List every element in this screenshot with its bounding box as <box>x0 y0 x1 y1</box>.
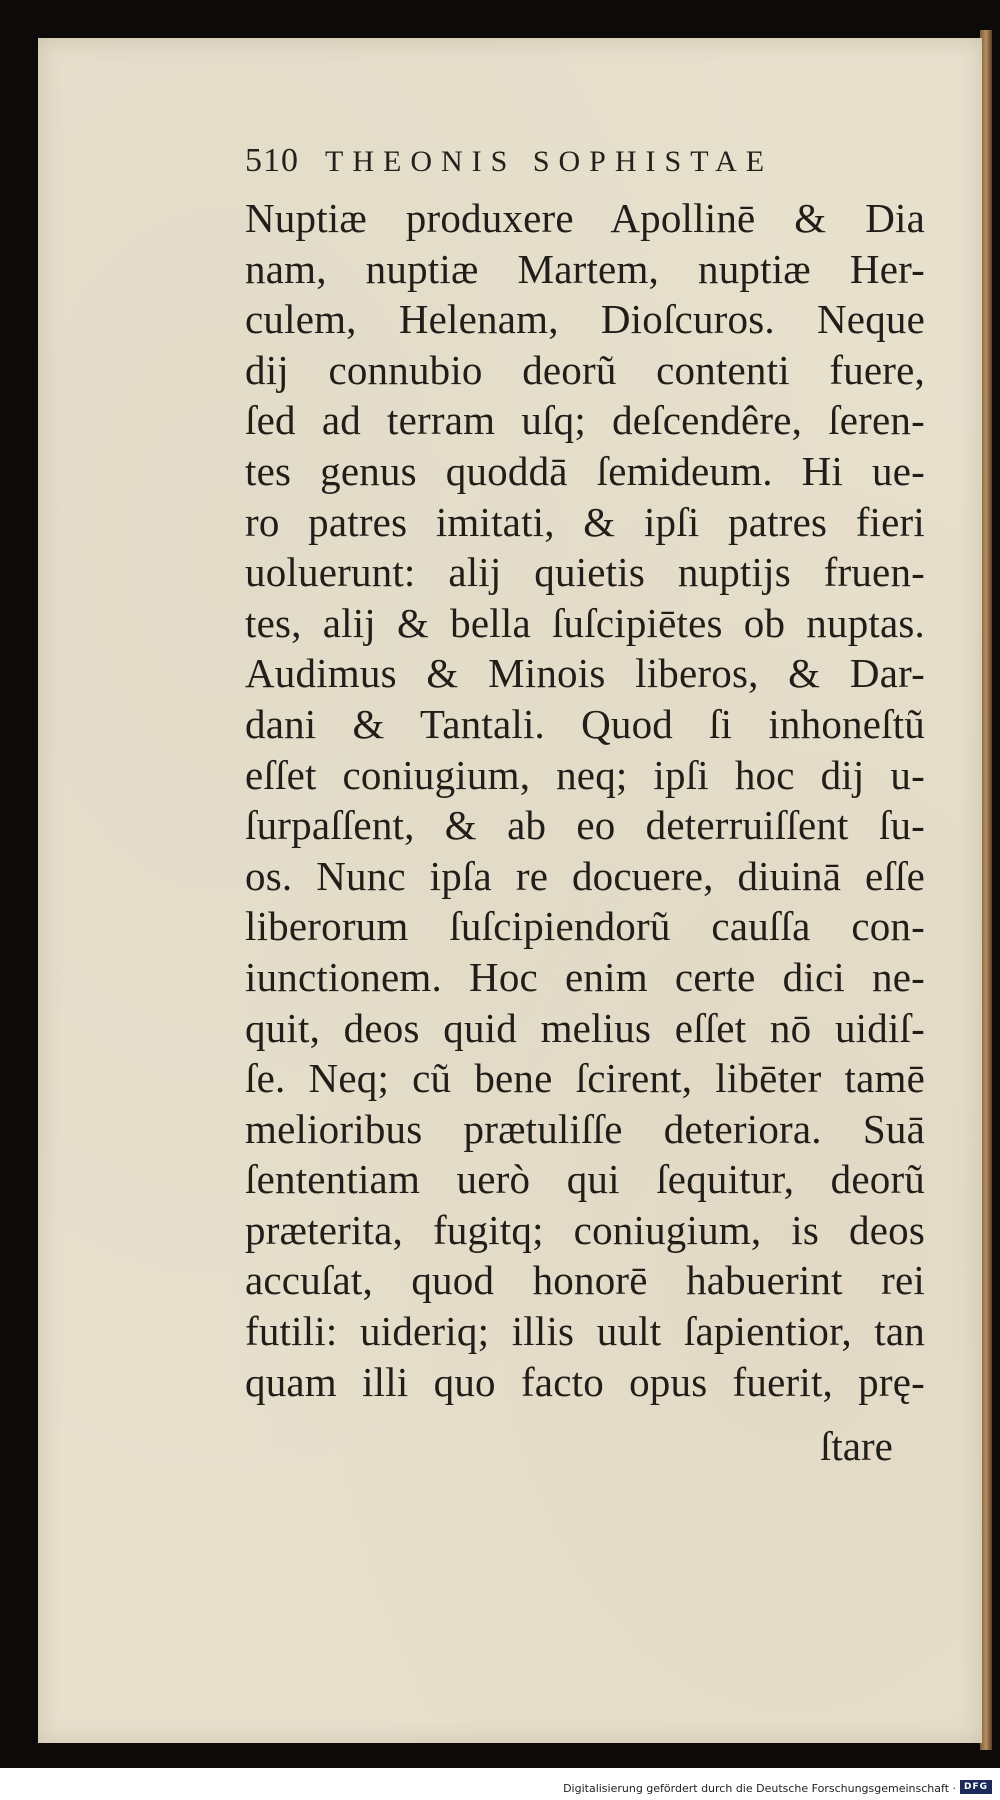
text-line: quit, deos quid melius eſſet nō uidiſ- <box>245 1004 925 1051</box>
text-line: tes genus quoddā ſemideum. Hi ue- <box>245 447 925 494</box>
text-line: nam, nuptiæ Martem, nuptiæ Her- <box>245 245 925 292</box>
text-line: futili: uideriq; illis uult ſapientior, tan <box>245 1308 925 1355</box>
text-line: iunctionem. Hoc enim certe dici ne- <box>245 953 925 1000</box>
text-line: melioribus prætuliſſe deteriora. Suā <box>245 1105 925 1152</box>
text-line: ſententiam uerò qui ſequitur, deorũ <box>245 1156 925 1203</box>
text-line: tes, alij & bella ſuſcipiētes ob nuptas. <box>245 599 925 646</box>
text-line: ſe. Neq; cũ bene ſcirent, libēter tamē <box>245 1055 925 1102</box>
text-line: Nuptiæ produxere Apollinē & Dia <box>245 195 925 241</box>
text-line: præterita, fugitq; coniugium, is deos <box>245 1206 925 1253</box>
text-line: eſſet coniugium, neq; ipſi hoc dij u- <box>245 751 925 798</box>
text-line: ſed ad terram uſq; deſcendêre, ſeren- <box>245 397 925 444</box>
text-line: culem, Helenam, Dioſcuros. Neque <box>245 296 925 343</box>
text-line: ro patres imitati, & ipſi patres fieri <box>245 498 925 545</box>
text-line: ſurpaſſent, & ab eo deterruiſſent ſu- <box>245 802 925 849</box>
digitization-note: Digitalisierung gefördert durch die Deutsche Forschungsgemeinschaft · <box>563 1782 956 1795</box>
text-line: accuſat, quod honorē habuerint rei <box>245 1257 925 1304</box>
page-header <box>245 142 915 188</box>
page-number: 510 <box>245 142 299 179</box>
text-line: dani & Tantali. Quod ſi inhoneſtũ <box>245 700 925 747</box>
dfg-logo-icon: DFG <box>960 1780 992 1794</box>
text-line: uoluerunt: alij quietis nuptijs fruen- <box>245 549 925 596</box>
body-text <box>245 193 925 1407</box>
text-line: Audimus & Minois liberos, & Dar- <box>245 650 925 697</box>
catchword: ſtare <box>820 1423 893 1469</box>
text-line: liberorum ſuſcipiendorũ cauſſa con- <box>245 903 925 950</box>
text-line: os. Nunc ipſa re docuere, diuinā eſſe <box>245 852 925 899</box>
text-line: dij connubio deorũ contenti fuere, <box>245 346 925 393</box>
running-title: THEONIS SOPHISTAE <box>325 145 774 178</box>
text-line: quam illi quo facto opus fuerit, prę- <box>245 1358 925 1405</box>
digitization-footer <box>0 1768 1000 1800</box>
